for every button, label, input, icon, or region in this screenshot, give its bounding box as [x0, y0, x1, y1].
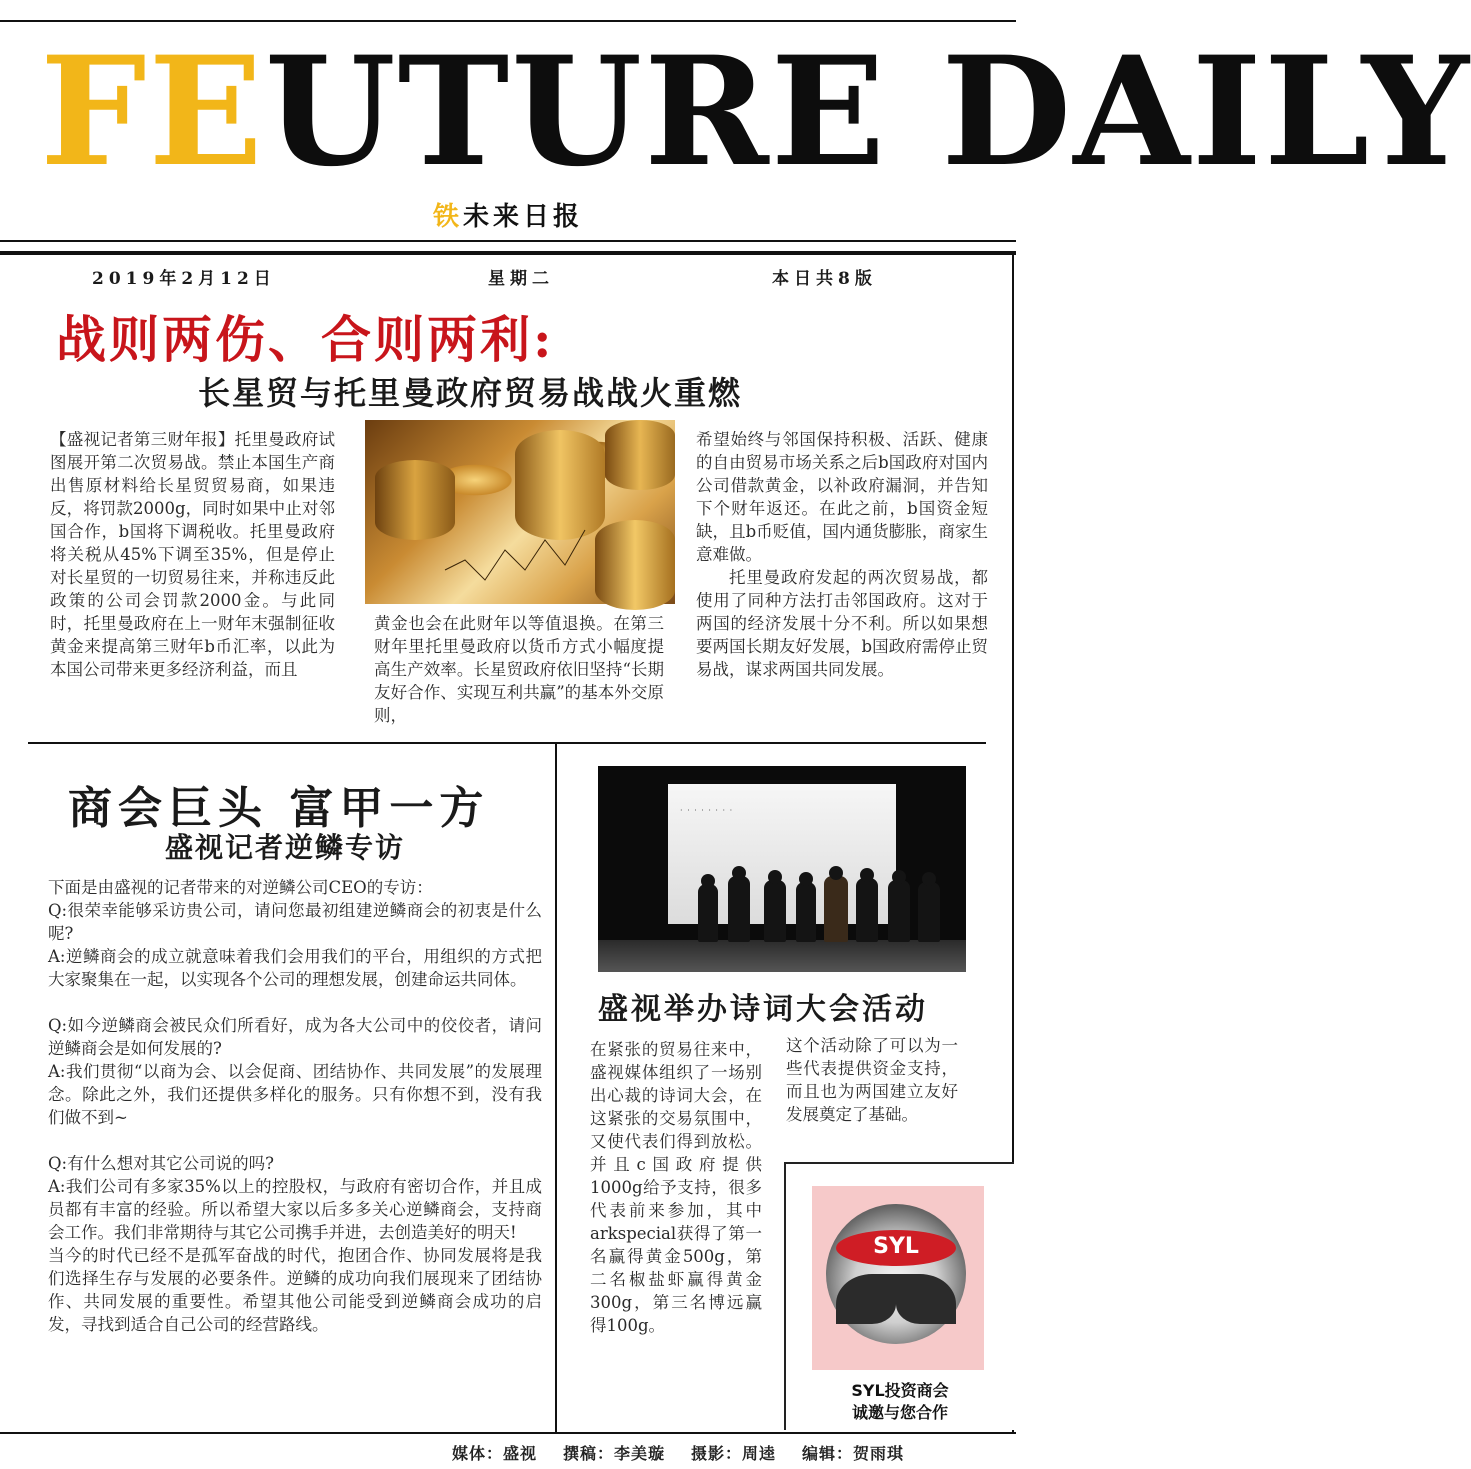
- lead-column-3: [696, 428, 988, 681]
- section-divider: [28, 742, 986, 744]
- credit-editor: 编辑：贺雨琪: [802, 1444, 905, 1463]
- credit-media: 媒体：盛视: [452, 1444, 538, 1463]
- issue-weekday: 星期二: [488, 269, 554, 289]
- interview-closing: 当今的时代已经不是孤军奋战的时代，抱团合作、协同发展将是我们选择生存与发展的必要条件。逆鳞的成功向我们展现来了团结协作、共同发展的重要性。希望其他公司能受到逆鳞商会成功的启发，寻找到适合自己公司的经营路线。: [48, 1246, 542, 1334]
- lead-headline: 战则两伤、合则两利:: [56, 310, 555, 369]
- stage-screen-text: · · · · · · · ·: [680, 806, 734, 815]
- lead-column-3-para-1: 希望始终与邻国保持积极、活跃、健康的自由贸易市场关系之后b国政府对国内公司借款黄金，以补政府漏洞，并告知下个财年返还。在此之前，b国资金短缺，且b币贬值，国内通货膨胀，商家生意难做。: [696, 430, 988, 564]
- issue-page-count: 本日共8版: [772, 269, 877, 289]
- credits-line: [452, 1441, 930, 1464]
- interview-a3: A:我们公司有多家35%以上的控股权，与政府有密切合作，并且成员都有丰富的经验。所以希望大家以后多多关心逆鳞商会，支持商会工作。我们非常期待与其它公司携手并进，去创造美好的明天!: [48, 1177, 542, 1242]
- lead-column-1-text: 【盛视记者第三财年报】托里曼政府试图展开第二次贸易战。禁止本国生产商出售原材料给长星贸贸易商，如果违反，将罚款2000g，同时如果中止对邻国合作，b国将下调税收。托里曼政府将关税从45%下调至35%，但是停止对长星贸的一切贸易往来，并称违反此政策的公司会罚款2000金。与此同时，托里曼政府在上一财年末强制征收黄金来提高第三财年b币汇率，以此为本国公司带来更多经济利益，而且: [50, 430, 335, 679]
- masthead-rule: [0, 240, 1016, 242]
- event-stage-photo: [598, 766, 966, 972]
- interview-body: [48, 876, 542, 1336]
- lead-subheadline: 长星贸与托里曼政府贸易战战火重燃: [197, 374, 742, 412]
- masthead-rule-thick: [0, 251, 1016, 255]
- interview-a1: A:逆鳞商会的成立就意味着我们会用我们的平台，用组织的方式把大家聚集在一起，以实现各个公司的理想发展，创建命运共同体。: [48, 947, 542, 989]
- credit-writer: 撰稿：李美璇: [563, 1444, 666, 1463]
- interview-headline: 商会巨头 富甲一方: [68, 783, 490, 834]
- issue-date: 2019年2月12日: [92, 269, 276, 289]
- interview-q2: Q:如今逆鳞商会被民众们所看好，成为各大公司中的佼佼者，请问逆鳞商会是如何发展的?: [48, 1016, 542, 1058]
- syl-logo: [826, 1204, 966, 1344]
- interview-q1: Q:很荣幸能够采访贵公司，请问您最初组建逆鳞商会的初衷是什么呢?: [48, 901, 542, 943]
- subtitle-rest: 未来日报: [463, 202, 584, 232]
- masthead-rest: UTURE DAILY: [264, 24, 1471, 200]
- gold-coins-photo: [365, 420, 675, 604]
- poetry-column-1: [590, 1038, 762, 1337]
- poetry-column-1-text: 在紧张的贸易往来中，盛视媒体组织了一场别出心裁的诗词大会，在这紧张的交易氛围中，又使代表们得到放松。并且c国政府提供1000g给予支持，很多代表前来参加，其中arkspecial获得了第一名赢得黄金500g，第二名椒盐虾赢得黄金300g，第三名博远赢得100g。: [590, 1040, 762, 1335]
- poetry-headline: 盛视举办诗词大会活动: [598, 992, 928, 1027]
- masthead-subtitle: [0, 196, 1016, 233]
- chart-lines-decor: [365, 420, 675, 604]
- syl-logo-text: SYL: [873, 1234, 919, 1259]
- syl-ad-line-1: SYL投资商会: [851, 1381, 949, 1400]
- credit-photo: 摄影：周逵: [691, 1444, 777, 1463]
- lead-column-3-para-2: 托里曼政府发起的两次贸易战，都使用了同种方法打击邻国政府。这对于两国的经济发展十分不利。所以如果想要两国长期友好发展，b国政府需停止贸易战，谋求两国共同发展。: [696, 568, 988, 679]
- subtitle-accent: 铁: [432, 202, 463, 232]
- interview-intro: 下面是由盛视的记者带来的对逆鳞公司CEO的专访：: [48, 878, 433, 897]
- interview-a2: A:我们贯彻“以商为会、以会促商、团结协作、共同发展”的发展理念。除此之外，我们还提供多样化的服务。只有你想不到，没有我们做不到~: [48, 1062, 542, 1127]
- top-border: [0, 20, 1016, 22]
- poetry-column-2-text: 这个活动除了可以为一些代表提供资金支持，而且也为两国建立友好发展奠定了基础。: [786, 1036, 958, 1124]
- bottom-rule: [0, 1432, 1016, 1434]
- masthead-accent: FE: [40, 24, 265, 200]
- interview-subheadline: 盛视记者逆鳞专访: [164, 831, 405, 864]
- lead-column-2: [374, 612, 664, 727]
- lead-column-1: [50, 428, 335, 681]
- syl-ad-caption: [786, 1380, 1014, 1424]
- stage-floor: [598, 940, 966, 972]
- masthead-title: [40, 24, 1471, 200]
- interview-q3: Q:有什么想对其它公司说的吗?: [48, 1154, 274, 1173]
- syl-ad-box: [784, 1162, 1014, 1430]
- syl-ad-line-2: 诚邀与您合作: [851, 1403, 948, 1422]
- poetry-column-2: [786, 1034, 958, 1126]
- lead-column-2-text: 黄金也会在此财年以等值退换。在第三财年里托里曼政府以货币方式小幅度提高生产效率。长星贸政府依旧坚持“长期友好合作、实现互利共赢”的基本外交原则，: [374, 614, 664, 725]
